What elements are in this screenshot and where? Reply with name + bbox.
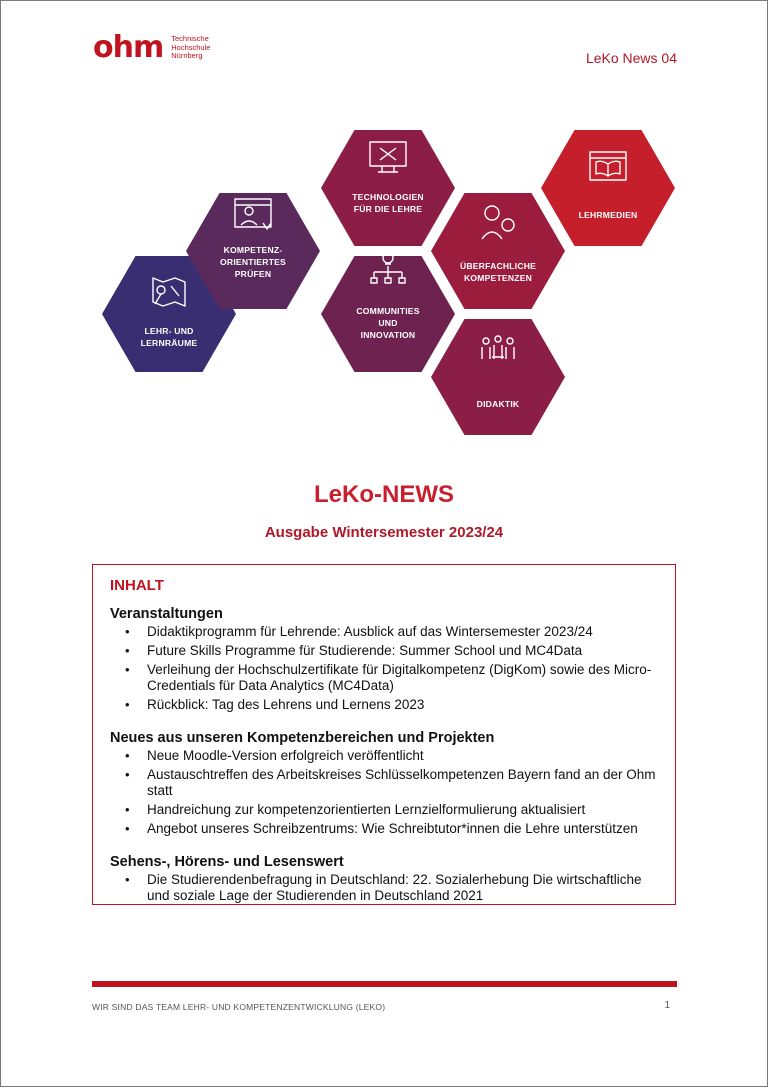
- hexagon-label: UND: [378, 318, 398, 328]
- section-item-list: [110, 748, 658, 837]
- logo-line: Technische: [171, 34, 209, 44]
- list-item: • Die Studierendenbefragung in Deutschland: 22. Sozialerhebung Die wirtschaftliche und soziale Lage der Studierenden in Deutschland 2021: [110, 872, 658, 904]
- section-item-list: [110, 872, 658, 904]
- section-heading: Sehens-, Hörens- und Lesenswert: [110, 854, 344, 870]
- logo-wordmark: ohm: [93, 30, 164, 65]
- contents-section-events: [110, 606, 658, 713]
- hexagon-label: LEHR- UND: [144, 326, 194, 336]
- list-item: • Rückblick: Tag des Lehrens und Lernens 2023: [110, 697, 658, 713]
- logo-line: Nürnberg: [171, 51, 203, 61]
- contents-heading: INHALT: [110, 577, 164, 594]
- list-item: • Future Skills Programme für Studierende: Summer School und MC4Data: [110, 643, 658, 659]
- competence-hexagon-graphic: [1, 1, 767, 471]
- list-item: • Verleihung der Hochschulzertifikate für Digitalkompetenz (DigKom) sowie des Micro-Credentials für Data Analytics (MC4Data): [110, 662, 658, 694]
- list-item: • Angebot unseres Schreibzentrums: Wie Schreibtutor*innen die Lehre unterstützen: [110, 821, 658, 837]
- issue-tag: LeKo News 04: [585, 50, 677, 66]
- contents-section-news: [110, 730, 658, 837]
- list-item: • Neue Moodle-Version erfolgreich veröffentlicht: [110, 748, 658, 764]
- section-heading: Veranstaltungen: [110, 606, 223, 622]
- page-number: 1: [664, 1000, 670, 1011]
- hexagon-tile: [541, 130, 675, 246]
- page-subtitle: Ausgabe Wintersemester 2023/24: [264, 524, 504, 541]
- list-item: • Didaktikprogramm für Lehrende: Ausblick auf das Wintersemester 2023/24: [110, 624, 658, 640]
- hexagon-label: ORIENTIERTES: [220, 257, 286, 267]
- hexagon-label: ÜBERFACHLICHE: [459, 261, 537, 271]
- section-item-list: [110, 624, 658, 713]
- footer-text: WIR SIND DAS TEAM LEHR- UND KOMPETENZENTWICKLUNG (LEKO): [92, 1002, 386, 1012]
- logo-line: Hochschule: [171, 42, 211, 52]
- page-title: LeKo-NEWS: [314, 481, 454, 508]
- contents-section-recommendations: [110, 854, 658, 904]
- hexagon-label: COMMUNITIES: [356, 306, 420, 316]
- hexagon-shape: [321, 130, 455, 246]
- hexagon-label: PRÜFEN: [234, 269, 272, 279]
- hexagon-tile: [321, 130, 455, 246]
- hexagon-tile: [321, 253, 455, 372]
- hexagon-label: INNOVATION: [360, 330, 416, 340]
- table-of-contents-box: [92, 564, 676, 905]
- hexagon-tile: [431, 319, 565, 435]
- hexagon-label: LEHRMEDIEN: [578, 210, 638, 220]
- list-item: • Austauschtreffen des Arbeitskreises Schlüsselkompetenzen Bayern fand an der Ohm statt: [110, 767, 658, 799]
- footer-divider: [92, 981, 677, 987]
- hexagon-shape: [541, 130, 675, 246]
- hexagon-label: KOMPETENZ-: [223, 245, 283, 255]
- hexagon-tile: [431, 193, 565, 309]
- hexagon-label: LERNRÄUME: [140, 338, 198, 348]
- hexagon-label: KOMPETENZEN: [463, 273, 533, 283]
- hexagon-label: TECHNOLOGIEN: [352, 192, 424, 202]
- hexagon-label: DIDAKTIK: [476, 399, 520, 409]
- list-item: • Handreichung zur kompetenzorientierten Lernzielformulierung aktualisiert: [110, 802, 658, 818]
- hexagon-label: FÜR DIE LEHRE: [353, 204, 423, 214]
- section-heading: Neues aus unseren Kompetenzbereichen und Projekten: [110, 730, 495, 746]
